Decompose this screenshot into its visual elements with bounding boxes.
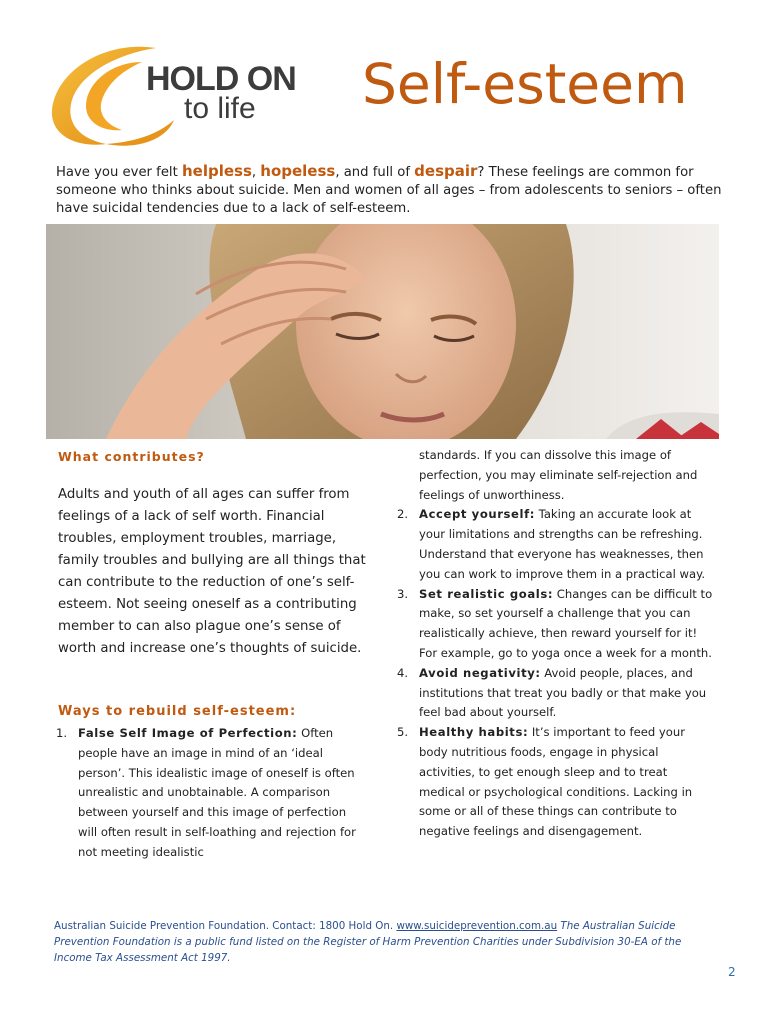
list-number: 2. bbox=[397, 507, 409, 522]
list-item-title: Avoid negativity: bbox=[419, 665, 541, 680]
highlight-despair: despair bbox=[414, 162, 478, 180]
intro-text: , and full of bbox=[335, 165, 415, 180]
footer-org-contact: Australian Suicide Prevention Foundation. Contact: 1800 Hold On. bbox=[54, 920, 397, 932]
list-number: 5. bbox=[397, 725, 409, 740]
highlight-helpless: helpless bbox=[181, 162, 252, 180]
contributes-section bbox=[58, 449, 368, 660]
list-item bbox=[397, 505, 713, 584]
highlight-hopeless: hopeless bbox=[260, 162, 336, 180]
list-item bbox=[397, 664, 713, 723]
contributes-heading: What contributes? bbox=[58, 449, 205, 464]
list-item-text: Changes can be difficult to make, so set yourself a challenge that you can realistically achieve, then reward yourself for it! For example, go to yoga once a week for a month. bbox=[419, 586, 713, 660]
list-item bbox=[397, 723, 713, 842]
list-item bbox=[397, 585, 713, 664]
logo-hold-on-text: HOLD ON bbox=[146, 60, 296, 98]
list-item-title: False Self Image of Perfection: bbox=[78, 726, 298, 740]
page-number: 2 bbox=[728, 965, 736, 979]
intro-text: , bbox=[251, 165, 261, 180]
list-item-text: Avoid people, places, and institutions that treat you badly or that make you feel bad about yourself. bbox=[419, 665, 707, 720]
contributes-paragraph: Adults and youth of all ages can suffer from feelings of a lack of self worth. Financial troubles, employment troubles, marriage, family troubles and bullying are all things that can contribute to the reduction of one’s self-esteem. Not seeing oneself as a contributing member to can also plague one’s sense of worth and increase one’s thoughts of suicide. bbox=[58, 487, 366, 656]
list-number: 3. bbox=[397, 586, 409, 601]
hold-on-logo bbox=[46, 40, 326, 150]
list-item-continuation: standards. If you can dissolve this image of perfection, you may eliminate self-rejection and feelings of unworthiness. bbox=[419, 448, 698, 502]
ways-list-right bbox=[397, 446, 713, 842]
ways-list-left bbox=[56, 724, 362, 863]
logo-to-life-text: to life bbox=[184, 92, 256, 125]
list-item bbox=[56, 724, 362, 863]
list-item-title: Set realistic goals: bbox=[419, 586, 554, 601]
distressed-woman-photo bbox=[46, 224, 719, 439]
list-item-text: Often people have an image in mind of an ‘ideal person’. This idealistic image of oneself is often unrealistic and unobtainable. A comparison between yourself and this image of perfection will often result in self-loathing and rejection for not meeting idealistic bbox=[78, 726, 356, 859]
page-title: Self-esteem bbox=[362, 52, 688, 116]
intro-text: ? These feelings are common for someone who thinks about suicide. Men and women of all ages – from adolescents to seniors – often have suicidal tendencies due to a lack of self-esteem. bbox=[56, 165, 722, 216]
footer-website-link[interactable]: www.suicideprevention.com.au bbox=[396, 920, 558, 932]
list-item-title: Healthy habits: bbox=[419, 725, 529, 740]
ways-heading: Ways to rebuild self-esteem: bbox=[58, 704, 297, 719]
list-item-text: It’s important to feed your body nutritious foods, engage in physical activities, to get enough sleep and to treat medical or psychological conditions. Lacking in some or all of these things can contribute to negative feelings and disengagement. bbox=[419, 725, 693, 839]
list-item-text: Taking an accurate look at your limitations and strengths can be refreshing. Understand that everyone has weaknesses, then you can work to improve them in a practical way. bbox=[419, 507, 706, 581]
footer-note bbox=[54, 918, 714, 966]
list-number: 1. bbox=[56, 726, 68, 740]
list-item-title: Accept yourself: bbox=[419, 507, 535, 522]
footer-disclaimer: The Australian Suicide Prevention Foundation is a public fund listed on the Register of Harm Prevention Charities under Subdivision 30-EA of the Income Tax Assessment Act 1997. bbox=[54, 920, 682, 964]
list-number: 4. bbox=[397, 665, 409, 680]
intro-paragraph bbox=[56, 162, 726, 218]
intro-text: Have you ever felt bbox=[56, 165, 182, 180]
